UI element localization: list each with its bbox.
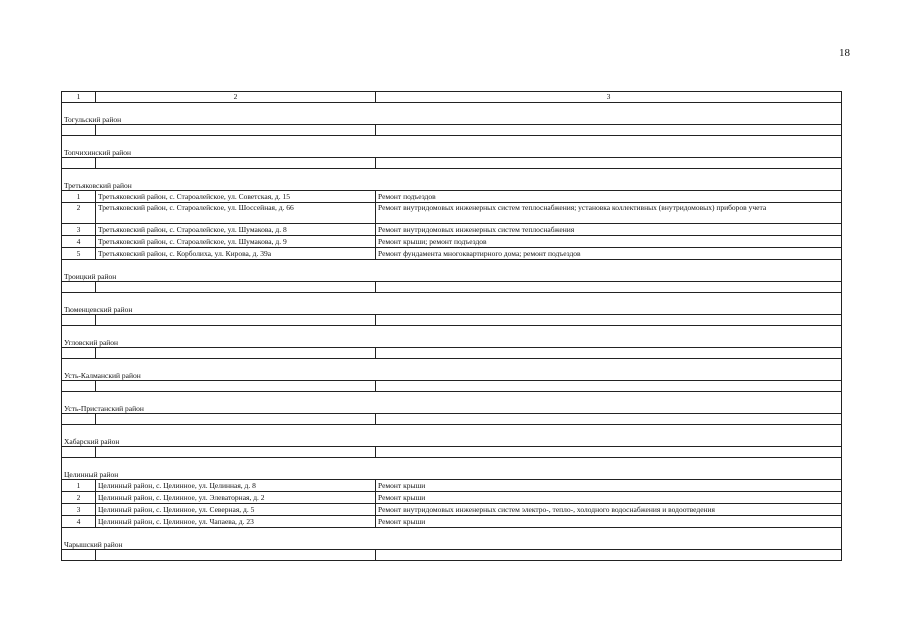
empty-cell: [62, 348, 96, 359]
header-row: [62, 92, 842, 103]
row-address: Целинный район, с. Целинное, ул. Северная, д. 5: [96, 504, 376, 516]
row-work: Ремонт внутридомовых инженерных систем электро-, тепло-, холодного водоснабжения и водоотведения: [376, 504, 842, 516]
empty-row: [62, 381, 842, 392]
header-col-2: 2: [96, 92, 376, 103]
district-name: Тогульский район: [62, 103, 842, 125]
row-address: Третьяковский район, с. Староалейское, ул. Шоссейная, д. 66: [96, 203, 376, 224]
empty-cell: [96, 158, 376, 169]
row-work: Ремонт крыши: [376, 480, 842, 492]
empty-row: [62, 125, 842, 136]
empty-cell: [376, 447, 842, 458]
district-row: [62, 528, 842, 550]
empty-cell: [96, 381, 376, 392]
empty-cell: [62, 550, 96, 561]
header-col-3: 3: [376, 92, 842, 103]
empty-cell: [376, 414, 842, 425]
empty-row: [62, 282, 842, 293]
table-row: [62, 516, 842, 528]
row-address: Целинный район, с. Целинное, ул. Элеваторная, д. 2: [96, 492, 376, 504]
table-row: [62, 203, 842, 224]
district-row: [62, 458, 842, 480]
row-number: 2: [62, 203, 96, 224]
row-number: 4: [62, 236, 96, 248]
row-work: Ремонт фундамента многоквартирного дома; ремонт подъездов: [376, 248, 842, 260]
table-row: [62, 480, 842, 492]
empty-cell: [376, 282, 842, 293]
row-number: 3: [62, 224, 96, 236]
empty-cell: [376, 550, 842, 561]
row-work: Ремонт подъездов: [376, 191, 842, 203]
table-row: [62, 248, 842, 260]
row-address: Целинный район, с. Целинное, ул. Целинная, д. 8: [96, 480, 376, 492]
empty-cell: [96, 282, 376, 293]
empty-row: [62, 414, 842, 425]
empty-cell: [96, 315, 376, 326]
row-address: Третьяковский район, с. Староалейское, ул. Шумакова, д. 8: [96, 224, 376, 236]
district-row: [62, 359, 842, 381]
empty-cell: [62, 381, 96, 392]
district-row: [62, 260, 842, 282]
empty-cell: [376, 125, 842, 136]
empty-cell: [96, 348, 376, 359]
table-row: [62, 191, 842, 203]
table-row: [62, 236, 842, 248]
empty-cell: [376, 381, 842, 392]
page-number: 18: [839, 47, 850, 59]
empty-cell: [96, 414, 376, 425]
row-work: Ремонт крыши; ремонт подъездов: [376, 236, 842, 248]
empty-cell: [96, 125, 376, 136]
row-work: Ремонт внутридомовых инженерных систем теплоснабжения; установка коллективных (внутридомовых) приборов учета: [376, 203, 842, 224]
district-name: Усть-Калманский район: [62, 359, 842, 381]
registry-body: [62, 92, 842, 561]
empty-row: [62, 550, 842, 561]
district-name: Троицкий район: [62, 260, 842, 282]
empty-cell: [62, 125, 96, 136]
district-name: Хабарский район: [62, 425, 842, 447]
row-address: Третьяковский район, с. Староалейское, ул. Шумакова, д. 9: [96, 236, 376, 248]
empty-cell: [376, 315, 842, 326]
row-number: 5: [62, 248, 96, 260]
district-name: Целинный район: [62, 458, 842, 480]
row-address: Целинный район, с. Целинное, ул. Чапаева, д. 23: [96, 516, 376, 528]
table-row: [62, 224, 842, 236]
empty-cell: [376, 348, 842, 359]
district-name: Третьяковский район: [62, 169, 842, 191]
header-col-1: 1: [62, 92, 96, 103]
table-row: [62, 504, 842, 516]
row-address: Третьяковский район, с. Корболиха, ул. Кирова, д. 39а: [96, 248, 376, 260]
empty-row: [62, 447, 842, 458]
table-row: [62, 492, 842, 504]
row-work: Ремонт крыши: [376, 492, 842, 504]
empty-cell: [62, 447, 96, 458]
empty-row: [62, 158, 842, 169]
district-row: [62, 326, 842, 348]
empty-row: [62, 348, 842, 359]
district-row: [62, 293, 842, 315]
row-address: Третьяковский район, с. Староалейское, ул. Советская, д. 15: [96, 191, 376, 203]
district-name: Угловский район: [62, 326, 842, 348]
district-name: Усть-Пристанский район: [62, 392, 842, 414]
empty-cell: [376, 158, 842, 169]
row-number: 1: [62, 191, 96, 203]
row-number: 2: [62, 492, 96, 504]
empty-cell: [96, 550, 376, 561]
district-row: [62, 425, 842, 447]
district-name: Тюменцевский район: [62, 293, 842, 315]
district-name: Чарышский район: [62, 528, 842, 550]
registry-table: [61, 91, 842, 561]
empty-cell: [62, 282, 96, 293]
empty-row: [62, 315, 842, 326]
row-number: 4: [62, 516, 96, 528]
empty-cell: [62, 158, 96, 169]
row-number: 3: [62, 504, 96, 516]
district-name: Топчихинский район: [62, 136, 842, 158]
district-row: [62, 392, 842, 414]
empty-cell: [62, 414, 96, 425]
row-work: Ремонт внутридомовых инженерных систем теплоснабжения: [376, 224, 842, 236]
district-row: [62, 136, 842, 158]
district-row: [62, 103, 842, 125]
district-row: [62, 169, 842, 191]
row-work: Ремонт крыши: [376, 516, 842, 528]
row-number: 1: [62, 480, 96, 492]
empty-cell: [62, 315, 96, 326]
empty-cell: [96, 447, 376, 458]
